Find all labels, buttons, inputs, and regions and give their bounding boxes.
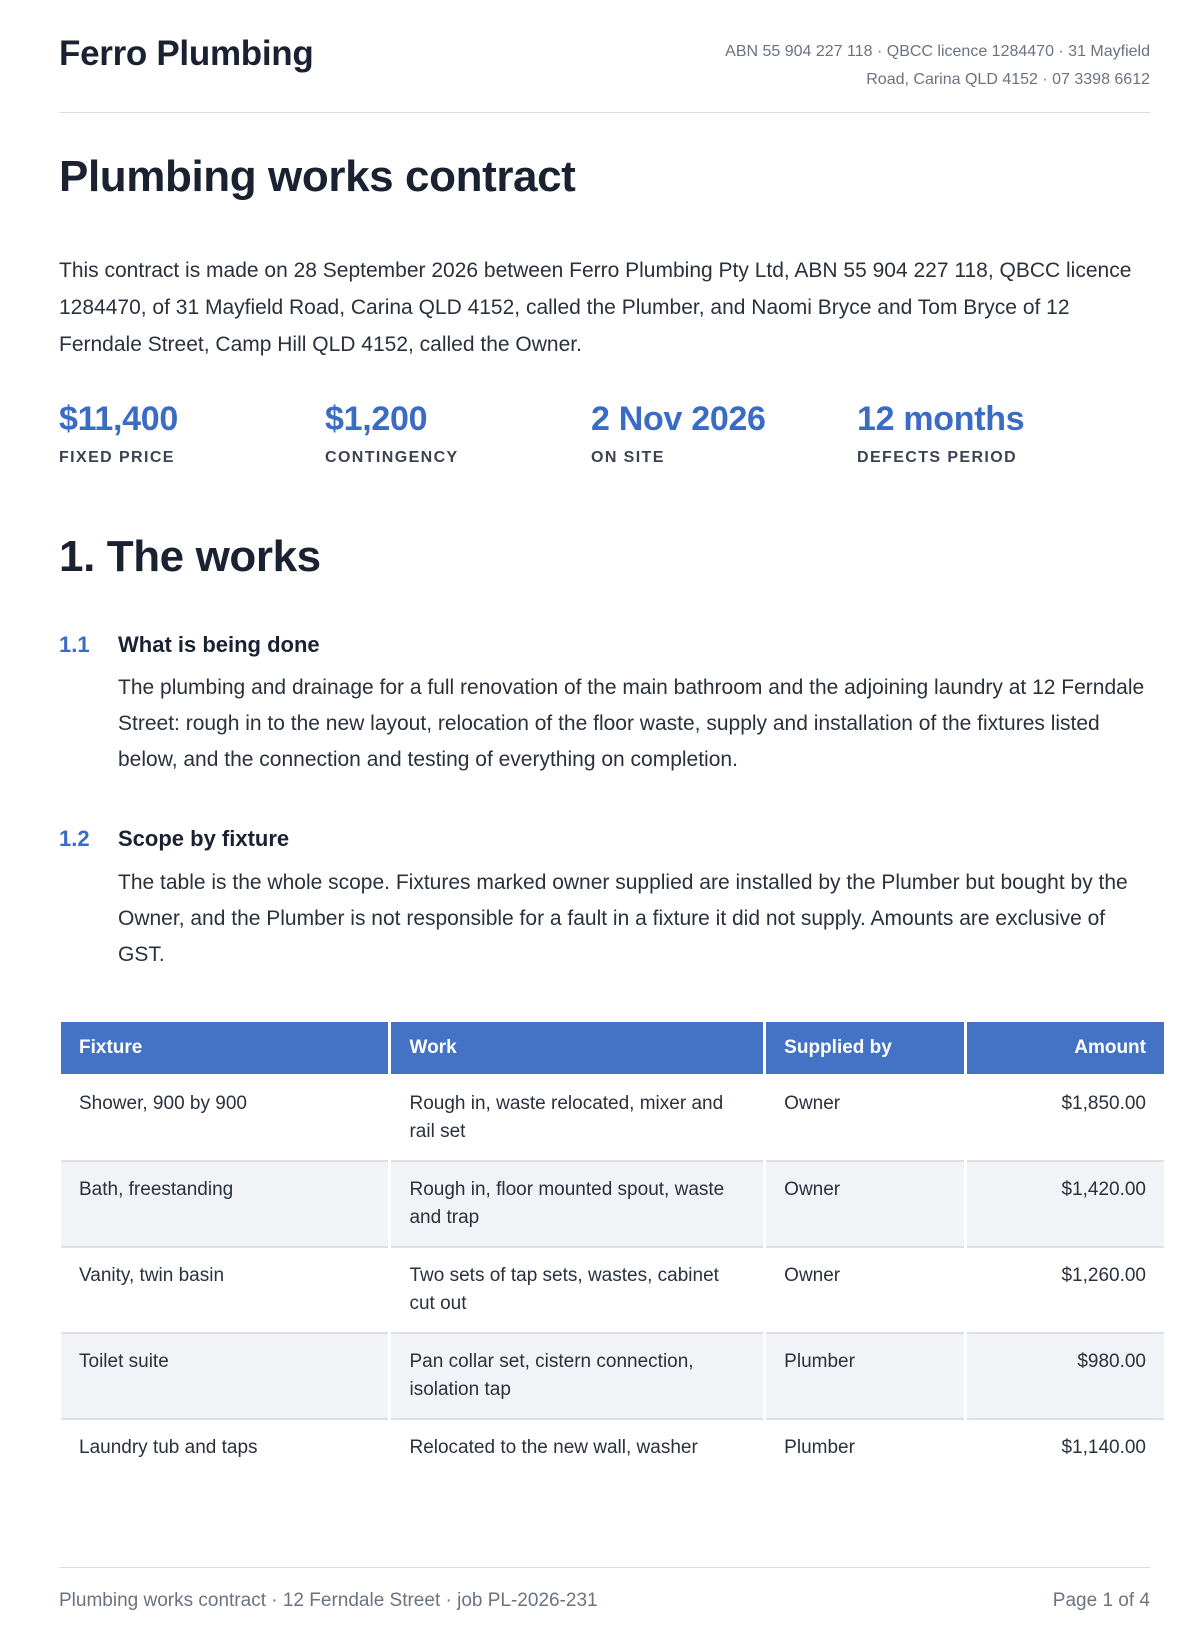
column-header-supplied-by: Supplied by (766, 1022, 964, 1076)
column-header-amount: Amount (967, 1022, 1164, 1076)
cell-amount: $1,260.00 (967, 1248, 1164, 1334)
letterhead (59, 34, 1150, 113)
scope-table (61, 1022, 1164, 1462)
page-footer (59, 1567, 1150, 1611)
cell-supplied-by: Owner (766, 1076, 964, 1162)
stat-value: $11,400 (59, 400, 178, 438)
cell-amount: $1,850.00 (967, 1076, 1164, 1162)
clause-heading: Scope by fixture (118, 826, 290, 851)
stat-label: FIXED PRICE (59, 449, 175, 466)
key-terms-summary (59, 400, 1150, 480)
stat-fixed-price (59, 400, 319, 467)
cell-fixture: Toilet suite (61, 1334, 388, 1420)
section-heading: 1. The works (59, 532, 321, 581)
stat-value: 12 months (857, 400, 1025, 438)
cell-work: Pan collar set, cistern connection, isolation tap (391, 1334, 763, 1420)
table-row (61, 1076, 1164, 1162)
document-title: Plumbing works contract (59, 152, 576, 201)
contract-page (59, 0, 1150, 1639)
cell-work: Rough in, waste relocated, mixer and rail set (391, 1076, 763, 1162)
clause-body: The table is the whole scope. Fixtures marked owner supplied are installed by the Plumber but bought by the Owner, and the Plumber is not responsible for a fault in a fixture it did not supply. Amounts are exclusive of GST. (118, 871, 1128, 966)
stat-label: ON SITE (591, 449, 665, 466)
stat-on-site (591, 400, 851, 467)
intro-paragraph: This contract is made on 28 September 2026 between Ferro Plumbing Pty Ltd, ABN 55 904 227 118, QBCC licence 1284470, of 31 Mayfield Road, Carina QLD 4152, called the Plumber, and Naomi Bryce and Tom Bryce of 12 Ferndale Street, Camp Hill QLD 4152, called the Owner. (59, 259, 1132, 356)
stat-value: $1,200 (325, 400, 428, 438)
cell-supplied-by: Plumber (766, 1420, 964, 1462)
clause-body: The plumbing and drainage for a full renovation of the main bathroom and the adjoining laundry at 12 Ferndale Street: rough in to the new layout, relocation of the floor waste, supply and installation of the fixtures listed below, and the connection and testing of everything on completion. (118, 676, 1145, 771)
table-row (61, 1162, 1164, 1248)
cell-amount: $980.00 (967, 1334, 1164, 1420)
cell-fixture: Vanity, twin basin (61, 1248, 388, 1334)
table-row (61, 1334, 1164, 1420)
company-contact-details: ABN 55 904 227 118 · QBCC licence 1284470 · 31 Mayfield Road, Carina QLD 4152 · 07 3398 6612 (725, 43, 1150, 88)
table-header-row (61, 1022, 1164, 1076)
cell-fixture: Shower, 900 by 900 (61, 1076, 388, 1162)
column-header-work: Work (391, 1022, 763, 1076)
cell-supplied-by: Owner (766, 1248, 964, 1334)
cell-work: Rough in, floor mounted spout, waste and trap (391, 1162, 763, 1248)
cell-work: Two sets of tap sets, wastes, cabinet cut out (391, 1248, 763, 1334)
company-name: Ferro Plumbing (59, 34, 314, 73)
footer-document-reference: Plumbing works contract · 12 Ferndale Street · job PL-2026-231 (59, 1590, 598, 1611)
stat-value: 2 Nov 2026 (591, 400, 766, 438)
cell-work: Relocated to the new wall, washer (391, 1420, 763, 1462)
stat-label: DEFECTS PERIOD (857, 449, 1018, 466)
cell-fixture: Bath, freestanding (61, 1162, 388, 1248)
column-header-fixture: Fixture (61, 1022, 388, 1076)
clause-heading: What is being done (118, 632, 320, 657)
clause-number: 1.1 (59, 632, 90, 657)
cell-amount: $1,140.00 (967, 1420, 1164, 1462)
scope-table-container (61, 1022, 1164, 1462)
table-row (61, 1248, 1164, 1334)
cell-supplied-by: Plumber (766, 1334, 964, 1420)
stat-contingency (325, 400, 585, 467)
table-row (61, 1420, 1164, 1462)
stat-label: CONTINGENCY (325, 449, 459, 466)
cell-supplied-by: Owner (766, 1162, 964, 1248)
cell-fixture: Laundry tub and taps (61, 1420, 388, 1462)
clause-number: 1.2 (59, 826, 90, 851)
cell-amount: $1,420.00 (967, 1162, 1164, 1248)
stat-defects-period (857, 400, 1117, 467)
page-number: Page 1 of 4 (1052, 1590, 1150, 1611)
